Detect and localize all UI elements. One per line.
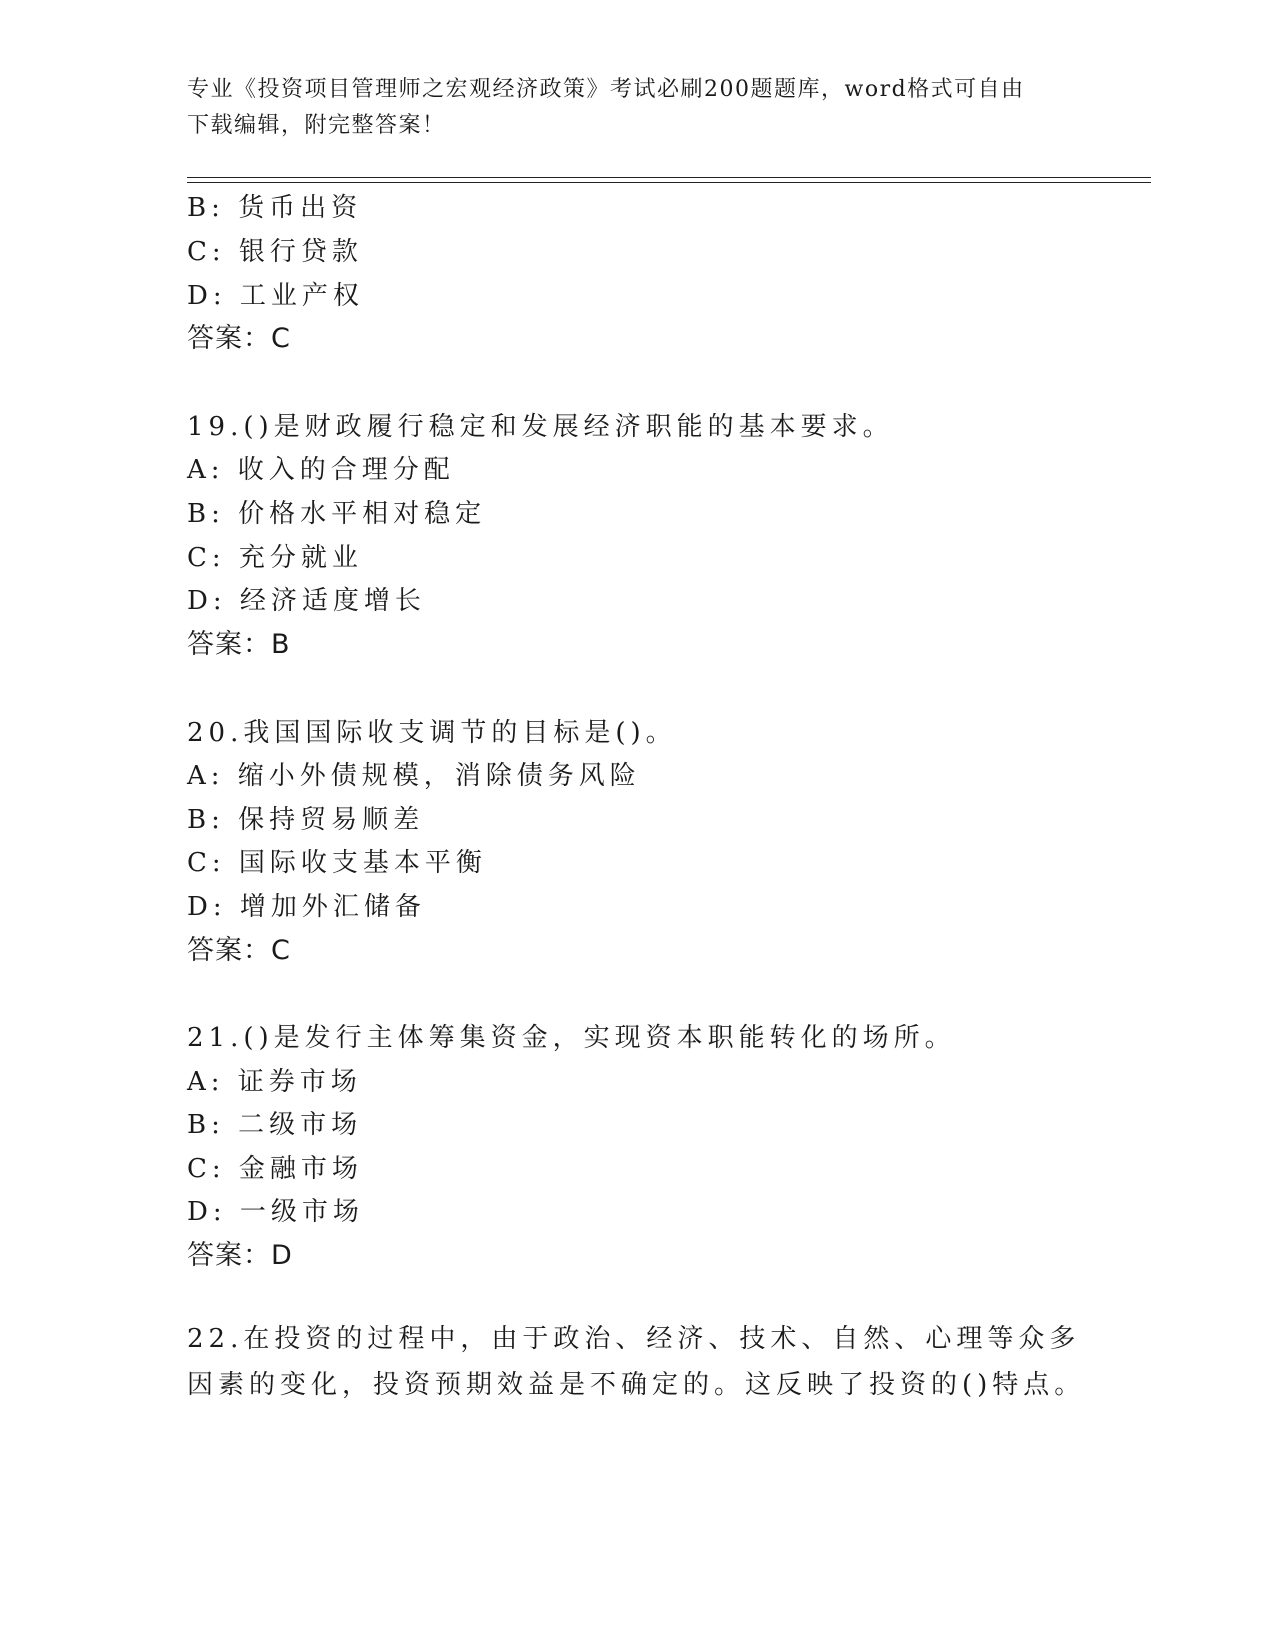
q19-option-b: B: 价格水平相对稳定	[187, 499, 487, 529]
q21-option-b: B: 二级市场	[187, 1110, 363, 1140]
q19-question: 19.()是财政履行稳定和发展经济职能的基本要求。	[187, 412, 894, 442]
q19-option-c: C: 充分就业	[187, 543, 363, 573]
header-line-1: 专业《投资项目管理师之宏观经济政策》考试必刷200题题库，word格式可自由	[187, 77, 1025, 102]
q20-question: 20.我国国际收支调节的目标是()。	[187, 718, 677, 748]
q20-option-c: C: 国际收支基本平衡	[187, 848, 487, 878]
q20-option-b: B: 保持贸易顺差	[187, 805, 425, 835]
q18-answer: 答案：C	[187, 323, 291, 354]
q21-option-a: A: 证券市场	[187, 1067, 362, 1097]
q21-answer: 答案：D	[187, 1240, 293, 1271]
q21-question: 21.()是发行主体筹集资金，实现资本职能转化的场所。	[187, 1023, 956, 1053]
q20-option-a: A: 缩小外债规模，消除债务风险	[187, 761, 641, 791]
header-line-2: 下载编辑，附完整答案！	[187, 113, 446, 138]
q19-option-d: D: 经济适度增长	[187, 586, 426, 616]
q21-option-c: C: 金融市场	[187, 1154, 363, 1184]
q19-answer: 答案：B	[187, 629, 291, 660]
q20-option-d: D: 增加外汇储备	[187, 892, 426, 922]
q19-option-a: A: 收入的合理分配	[187, 455, 455, 485]
header-divider	[187, 177, 1151, 183]
document-header	[187, 72, 1067, 144]
q18-option-b: B: 货币出资	[187, 193, 363, 223]
q20-answer: 答案：C	[187, 935, 291, 966]
q18-option-c: C: 银行贷款	[187, 237, 363, 267]
q18-option-d: D: 工业产权	[187, 281, 364, 311]
q21-option-d: D: 一级市场	[187, 1197, 364, 1227]
q22-question: 22.在投资的过程中，由于政治、经济、技术、自然、心理等众多因素的变化，投资预期效益是不确定的。这反映了投资的()特点。	[187, 1324, 1086, 1400]
